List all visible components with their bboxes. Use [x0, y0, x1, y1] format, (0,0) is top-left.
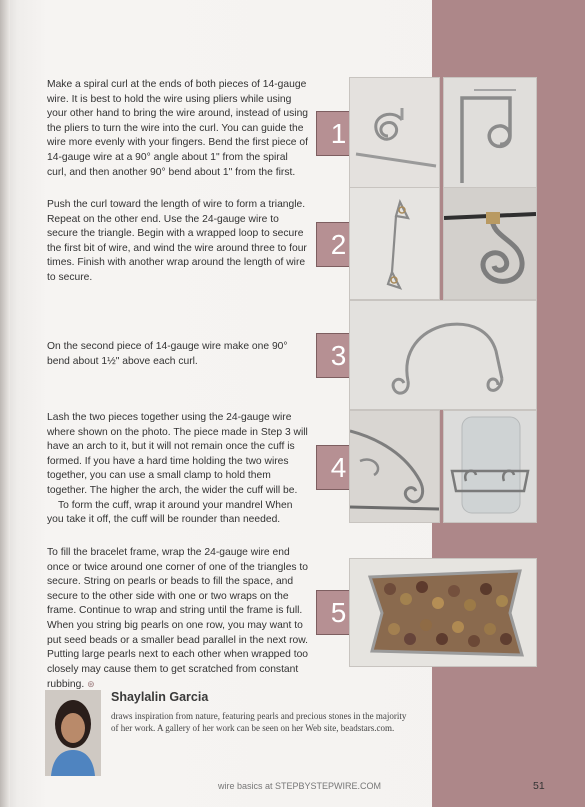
- step-5-photo: [349, 558, 537, 667]
- step-1-text: [47, 78, 309, 180]
- step-2-photo-a: [349, 187, 440, 300]
- step-2-text: [47, 198, 309, 286]
- author-photo: [45, 690, 101, 776]
- step-1-photo-a: [349, 77, 440, 188]
- step-2-photo-b: [443, 187, 537, 300]
- author-bio: draws inspiration from nature, featuring pearls and precious stones in the majority of her work. A gallery of her work can be seen on her Web site, beadstars.com.: [111, 711, 407, 733]
- step-3-text: [47, 340, 309, 369]
- step-4-photo-a: [349, 410, 440, 523]
- step-5-paragraph-text: To fill the bracelet frame, wrap the 24-gauge wire end once or twice around one corner of one of the triangles to secure. String on pearls or beads to fill the space, and secure to the other side with one or two wraps on the frame. Continue to wrap and string until the frame is full. When you string big pearls on one row, you may want to put seed beads or a smaller bead parallel in the next row. Putting large pearls next to each other when wrapped too closely may cause them to get scratched from constant rubbing.: [47, 547, 309, 691]
- step-3-paragraph: On the second piece of 14-gauge wire make one 90° bend about 1½" above each curl.: [47, 341, 288, 367]
- footer-website-text: wire basics at STEPBYSTEPWIRE.COM: [218, 781, 382, 791]
- step-1-number: 1: [316, 111, 361, 156]
- step-1-photo-b: [443, 77, 537, 188]
- step-2-number: 2: [316, 222, 361, 267]
- end-mark-icon: ⊛: [87, 679, 95, 690]
- step-4-paragraph-2: To form the cuff, wrap it around your mandrel When you take it off, the cuff will be rounder than needed.: [47, 499, 293, 526]
- page-number: 51: [533, 780, 545, 792]
- step-4-photo-b: [443, 410, 537, 523]
- step-3-number: 3: [316, 333, 361, 378]
- step-5-paragraph: [47, 546, 309, 693]
- author-name: Shaylalin Garcia: [111, 690, 209, 704]
- step-5-text: [47, 546, 309, 693]
- step-3-photo: [349, 300, 537, 410]
- step-5-number: 5: [316, 590, 361, 635]
- step-4-paragraph-1: Lash the two pieces together using the 24-gauge wire where shown on the photo. The piece made in Step 3 will have an arch to it, but it will not remain once the cuff is formed. If you have a hard time holding the two wires together, you can use a small clamp to hold them together. The higher the arch, the wider the cuff will be.: [47, 412, 308, 496]
- step-4-text: [47, 411, 309, 528]
- step-4-number: 4: [316, 445, 361, 490]
- page-spine-shadow: [0, 0, 10, 807]
- step-1-paragraph: Make a spiral curl at the ends of both pieces of 14-gauge wire. It is best to hold the wire using pliers while using your other hand to bring the wire around, instead of using the pliers to turn the wire into the curl. You can guide the wire more evenly with your fingers. Bend the first piece of 14-gauge wire at a 90° angle about 1" from the spiral curl, and then another 90° bend about 1" from the first.: [47, 79, 309, 178]
- step-2-paragraph: Push the curl toward the length of wire to form a triangle. Repeat on the other end. Use the 24-gauge wire to secure the triangle. Begin with a wrapped loop to secure the first bit of wire, and wind the wire around three to four times. Finish with another wrap around the length of wire to secure.: [47, 199, 307, 283]
